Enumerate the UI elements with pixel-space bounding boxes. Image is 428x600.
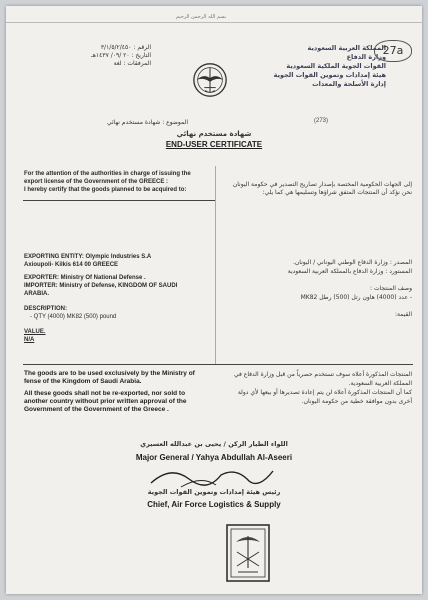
handwritten-page-tag: 27a xyxy=(374,40,412,62)
english-intro xyxy=(24,170,214,194)
arabic-description-item: - عدد (4000) هاون رتل (500) رطل MK82 xyxy=(300,294,412,301)
body-divider xyxy=(23,364,413,365)
title-arabic: شهادة مستخدم نهائي xyxy=(176,130,252,138)
value-label: VALUE. xyxy=(24,329,46,335)
issuing-authority xyxy=(246,44,386,89)
arabic-importer: المستورد : وزارة الدفاع بالمملكة العربية السعودية xyxy=(287,268,412,275)
signatory-title-arabic: رئيس هيئة إمدادات وتموين القوات الجوية xyxy=(147,488,281,496)
air-force-emblem-icon xyxy=(191,61,229,99)
top-divider xyxy=(6,22,422,23)
english-intro-line-3: I hereby certify that the goods planned to be acquired to: xyxy=(24,187,187,193)
arabic-intro-line-2: نحن نؤكد أن المنتجات المتفق شراؤها وتسليمها هي كما يلي: xyxy=(262,189,412,196)
arabic-condition-line-4: أخرى بدون موافقة خطية من حكومة اليونان. xyxy=(301,398,412,405)
reference-number: الرقم : ٣/١/٥/٢/٤٥٠ xyxy=(100,44,151,51)
description-item: - QTY (4000) MK82 (500) pound xyxy=(30,314,117,320)
department-number: (273) xyxy=(313,118,328,124)
title-english: END-USER CERTIFICATE xyxy=(165,140,263,149)
authority-line-2: وزارة الدفاع xyxy=(346,53,386,61)
signatory-title: Chief, Air Force Logistics & Supply xyxy=(147,500,281,509)
english-condition-line-1: The goods are to be used exclusively by the Ministry of xyxy=(24,370,195,377)
description-label: DESCRIPTION: xyxy=(24,306,68,312)
arabic-details xyxy=(220,258,412,319)
authority-line-4: هيئة إمدادات وتموين القوات الجوية xyxy=(273,71,386,79)
document-page xyxy=(6,6,422,594)
english-intro-line-1: For the attention of the authorities in charge of issuing the xyxy=(24,171,191,177)
reference-block xyxy=(56,44,151,68)
arabic-intro xyxy=(220,181,412,197)
arabic-intro-line-1: إلى الجهات الحكومية المختصة بإصدار تصاريح التصدير في حكومة اليونان xyxy=(232,181,412,188)
english-condition-line-3: All these goods shall not be re-exported, nor sold to xyxy=(24,390,186,397)
reference-attachments: المرفقات : لغة xyxy=(113,60,151,67)
value-text: N/A xyxy=(24,337,35,343)
official-stamp-icon xyxy=(224,522,272,584)
english-condition-line-5: Government of the Government of the Greece . xyxy=(24,406,169,413)
importer-line-2: ARABIA. xyxy=(24,291,49,297)
arabic-value: القيمة: xyxy=(394,311,412,318)
arabic-description-label: وصف المنتجات : xyxy=(370,285,412,292)
subject-line: الموضوع : شهادة مستخدم نهائي xyxy=(107,119,188,126)
authority-line-1: المملكة العربية السعودية xyxy=(307,44,386,52)
basmala-text: بسم الله الرحمن الرحيم xyxy=(175,14,227,20)
exporter-address: Axioupoli- Kilkis 614 00 GREECE xyxy=(24,262,119,268)
english-conditions xyxy=(24,370,214,414)
reference-date: التاريخ : ٢٠ /٠٩/ ١٤٣٧هـ xyxy=(90,52,151,59)
english-details xyxy=(24,253,214,344)
importer-line-1: IMPORTER: Ministry of Defense, KINGDOM OF SAUDI xyxy=(24,283,178,289)
arabic-condition-line-2: المملكة العربية السعودية. xyxy=(348,380,412,387)
authority-line-5: إدارة الأسلحة والمعدات xyxy=(312,80,386,88)
arabic-condition-line-1: المنتجات المذكورة أعلاه سوف تستخدم حصرياً من قبل وزارة الدفاع في xyxy=(233,371,412,378)
english-condition-line-4: another country without prior written approval of the xyxy=(24,398,187,405)
arabic-source: المصدر : وزارة الدفاع الوطني اليوناني / اليونان. xyxy=(292,259,412,266)
intro-divider xyxy=(23,200,215,201)
exporting-entity: EXPORTING ENTITY: Olympic Industries S.A xyxy=(24,254,152,260)
authority-line-3: القوات الجوية الملكية السعودية xyxy=(286,62,386,70)
arabic-condition-line-3: كما أن المنتجات المذكورة أعلاه لن يتم إعادة تصديرها أو بيعها لأي دولة xyxy=(237,389,412,396)
signatory-rank-arabic: اللواء الطيار الركن / يحيى بن عبدالله العسيري xyxy=(140,440,288,448)
signatory-name: Major General / Yahya Abdullah Al-Aseeri xyxy=(135,453,293,462)
english-condition-line-2: fense of the Kingdom of Saudi Arabia. xyxy=(24,378,142,385)
exporter-line: EXPORTER: Ministry Of National Defense . xyxy=(24,275,146,281)
arabic-conditions xyxy=(220,370,412,406)
column-separator xyxy=(215,166,216,364)
english-intro-line-2: export license of the Government of the GREECE : xyxy=(24,179,169,185)
